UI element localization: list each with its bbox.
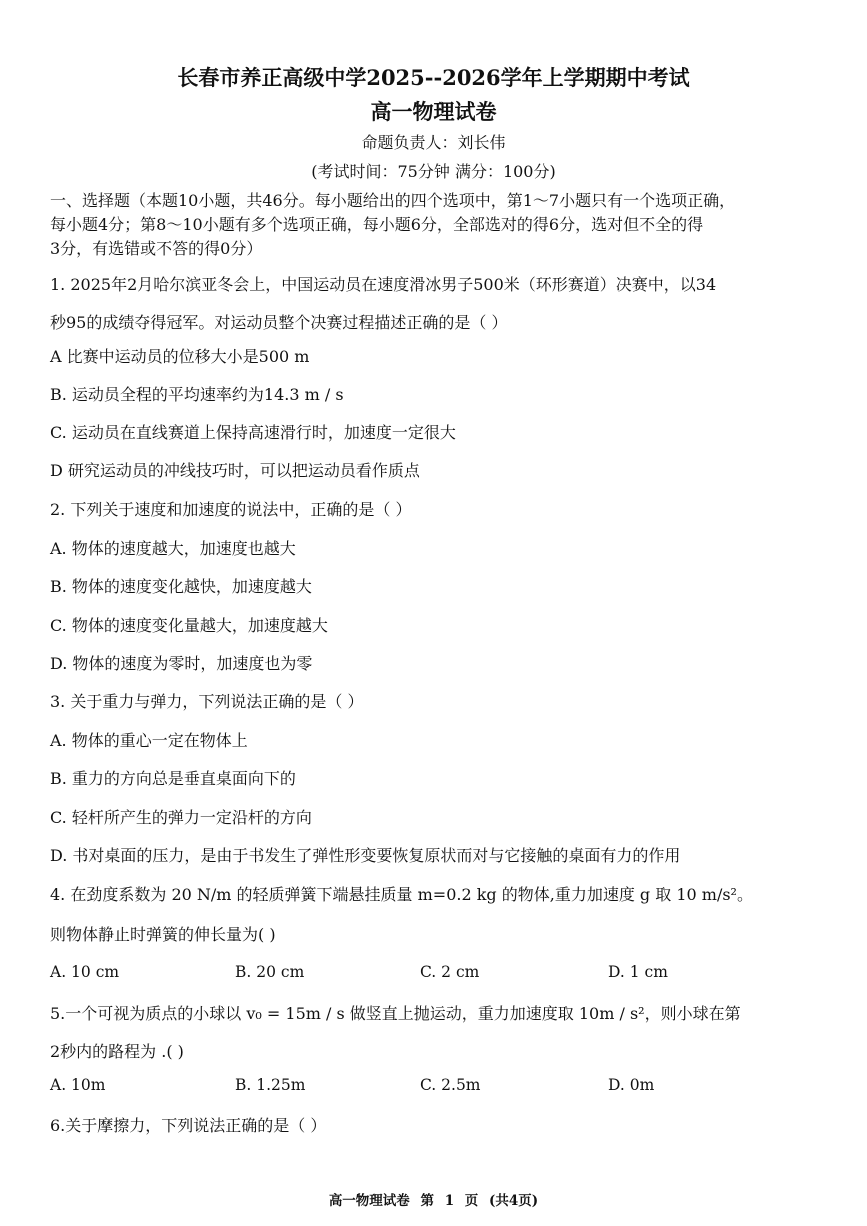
q5-option-c: C. 2.5m [420,1076,481,1094]
q5-stem-line-2: 2秒内的路程为 .( ) [50,1042,184,1061]
q1-option-b: B. 运动员全程的平均速率约为14.3 m / s [50,385,344,404]
q4-option-d: D. 1 cm [608,963,668,981]
q3-option-c: C. 轻杆所产生的弹力一定沿杆的方向 [50,808,312,827]
q5-option-b: B. 1.25m [235,1076,306,1094]
q1-stem-line-2: 秒95的成绩夺得冠军。对运动员整个决赛过程描述正确的是（ ） [50,313,508,332]
q1-option-a: A 比赛中运动员的位移大小是500 m [50,347,310,366]
q3-stem: 3. 关于重力与弹力，下列说法正确的是（ ） [50,692,364,711]
section-instruction-line-3: 3分，有选错或不答的得0分） [50,239,263,258]
q4-option-b: B. 20 cm [235,963,305,981]
q3-option-a: A. 物体的重心一定在物体上 [50,731,248,750]
q1-stem-line-1: 1. 2025年2月哈尔滨亚冬会上，中国运动员在速度滑冰男子500米（环形赛道）决赛中，以34 [50,275,717,294]
q6-stem: 6.关于摩擦力，下列说法正确的是（ ） [50,1116,327,1135]
q5-option-a: A. 10m [50,1076,106,1094]
q3-option-d: D. 书对桌面的压力，是由于书发生了弹性形变要恢复原状而对与它接触的桌面有力的作用 [50,846,681,865]
q1-option-d: D 研究运动员的冲线技巧时，可以把运动员看作质点 [50,461,420,480]
exam-title: 长春市养正高级中学2025--2026学年上学期期中考试 [177,65,690,90]
exam-subtitle: 高一物理试卷 [370,99,497,124]
q4-option-c: C. 2 cm [420,963,480,981]
exam-info: (考试时间：75分钟 满分：100分) [311,162,556,181]
q2-option-d: D. 物体的速度为零时，加速度也为零 [50,654,313,673]
q4-stem-line-1: 4. 在劲度系数为 20 N/m 的轻质弹簧下端悬挂质量 m=0.2 kg 的物体,重力加速度 g 取 10 m/s²。 [50,885,753,904]
q2-option-c: C. 物体的速度变化量越大，加速度越大 [50,616,328,635]
q2-stem: 2. 下列关于速度和加速度的说法中，正确的是（ ） [50,500,412,519]
q5-stem-line-1: 5.一个可视为质点的小球以 v₀ = 15m / s 做竖直上抛运动，重力加速度取 10m / s²，则小球在第 [50,1004,741,1023]
q3-option-b: B. 重力的方向总是垂直桌面向下的 [50,769,296,788]
q2-option-b: B. 物体的速度变化越快，加速度越大 [50,577,312,596]
section-instruction-line-2: 每小题4分；第8～10小题有多个选项正确，每小题6分，全部选对的得6分，选对但不全的得 [50,215,704,234]
q4-stem-line-2: 则物体静止时弹簧的伸长量为( ) [50,925,276,944]
q2-option-a: A. 物体的速度越大，加速度也越大 [50,539,296,558]
exam-author: 命题负责人：刘长伟 [361,133,506,152]
page-footer: 高一物理试卷 第 1 页 (共4页) [328,1193,539,1209]
q1-option-c: C. 运动员在直线赛道上保持高速滑行时，加速度一定很大 [50,423,456,442]
section-instruction-line-1: 一、选择题（本题10小题，共46分。每小题给出的四个选项中，第1～7小题只有一个选项正确， [50,191,736,210]
q4-option-a: A. 10 cm [50,963,120,981]
q5-option-d: D. 0m [608,1076,655,1094]
